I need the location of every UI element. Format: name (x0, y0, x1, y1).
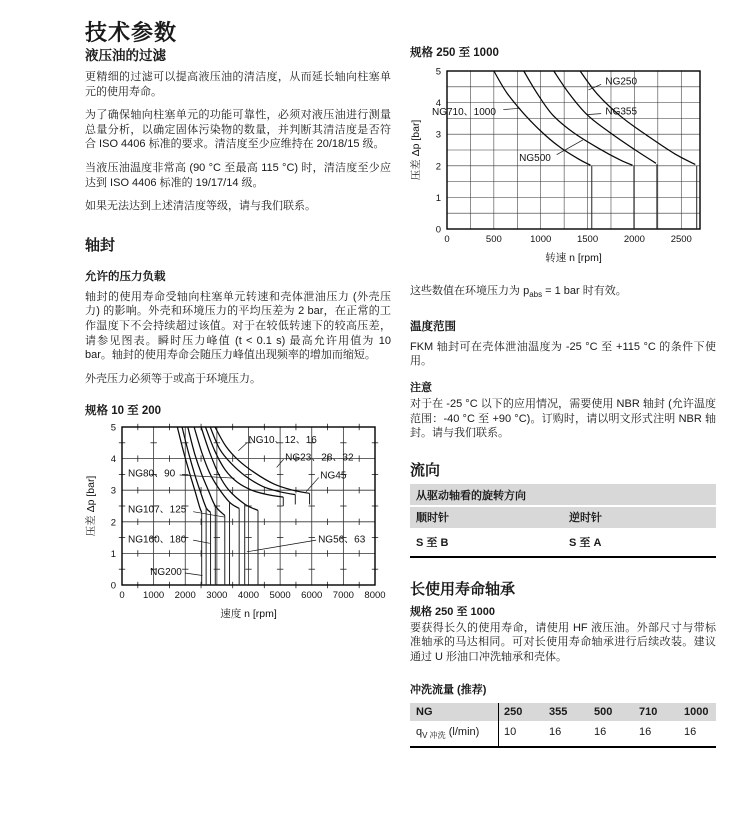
flush-value-355: 16 (549, 725, 562, 738)
section-heading-long-life-bearing: 长使用寿命轴承 (410, 580, 516, 598)
flow-table-header-counterclockwise: 逆时针 (569, 511, 602, 524)
svg-text:4: 4 (435, 98, 441, 110)
paragraph: 要获得长久的使用寿命，请使用 HF 液压油。外部尺寸与带标准轴承的马达相同。可对长使用寿命轴承进行后续改装。建议通过 U 形油口冲洗轴承和壳体。 (410, 621, 716, 663)
svg-text:0: 0 (110, 580, 116, 592)
svg-text:7000: 7000 (332, 590, 354, 602)
section-heading-temperature: 温度范围 (410, 320, 456, 333)
flush-value-500: 16 (594, 725, 607, 738)
pressure-symbol-subscript: abs (529, 290, 543, 300)
flush-flow-table (410, 703, 716, 748)
svg-text:6000: 6000 (301, 590, 323, 602)
svg-text:NG23、28、32: NG23、28、32 (285, 452, 354, 464)
flush-value-1000: 16 (684, 725, 697, 738)
left-column (85, 44, 391, 632)
section-heading-flow-direction: 流向 (410, 461, 441, 479)
paragraph: FKM 轴封可在壳体泄油温度为 -25 °C 至 +115 °C 的条件下使用。 (410, 340, 716, 368)
notice-paragraph: 对于在 -25 °C 以下的应用情况，需要使用 NBR 轴封 (允许温度范围：-40 °C 至 +90 °C)。订购时，请以明文形式注明 NBR 轴封。请与我们联系。 (410, 397, 716, 440)
bearing-subheading: 规格 250 至 1000 (410, 605, 495, 618)
flush-value-710: 16 (639, 725, 652, 738)
svg-text:2: 2 (435, 161, 441, 173)
svg-text:0: 0 (119, 590, 125, 602)
svg-text:压差 Δp [bar]: 压差 Δp [bar] (410, 119, 422, 181)
pressure-symbol: p (523, 285, 530, 297)
flow-direction-table (410, 484, 716, 558)
right-column (410, 44, 716, 748)
svg-text:500: 500 (485, 234, 502, 245)
svg-text:3000: 3000 (206, 590, 228, 602)
page-title: 技术参数 (85, 20, 178, 45)
flow-table-header-clockwise: 顺时针 (416, 511, 449, 524)
svg-text:NG56、63: NG56、63 (318, 534, 366, 546)
svg-text:速度 n [rpm]: 速度 n [rpm] (220, 608, 277, 621)
svg-text:2000: 2000 (623, 234, 645, 245)
svg-text:4: 4 (110, 454, 116, 466)
svg-text:1: 1 (435, 192, 441, 204)
svg-text:NG355: NG355 (605, 106, 638, 118)
svg-text:NG200: NG200 (150, 567, 182, 579)
chart-sizes-10-200 (85, 420, 391, 628)
validity-note (410, 284, 716, 303)
flush-header-500: 500 (594, 705, 613, 718)
chart-sizes-250-1000-svg (410, 64, 716, 274)
flush-header-710: 710 (639, 705, 658, 718)
subheading-pressure-load: 允许的压力负载 (85, 270, 166, 283)
flush-table-divider (498, 703, 499, 746)
svg-text:转速 n [rpm]: 转速 n [rpm] (545, 252, 602, 264)
svg-text:1000: 1000 (143, 590, 165, 602)
flush-header-ng: NG (416, 705, 433, 718)
svg-text:1500: 1500 (576, 234, 599, 245)
flow-table-caption: 从驱动轴看的旋转方向 (410, 484, 716, 505)
paragraph: 轴封的使用寿命受轴向柱塞单元转速和壳体泄油压力 (外壳压力) 的影响。外壳和环境压力的平均压差为 2 bar，在正常的工作温度下不会持续超过该值。对于在较低转速下的较高压差，请参见图表。瞬时压力峰值 (t < 0.1 s) 最高允许用值为 10 bar。轴封的使用寿命会随压力峰值出现频率的增加而缩短。 (85, 290, 391, 362)
flush-header-1000: 1000 (684, 705, 709, 718)
flow-table-value-counterclockwise: S 至 A (569, 536, 602, 549)
svg-text:2500: 2500 (670, 234, 692, 245)
svg-text:压差 Δp [bar]: 压差 Δp [bar] (85, 475, 97, 537)
paragraph: 如果无法达到上述清洁度等级，请与我们联系。 (85, 200, 316, 213)
validity-note-text: 这些数值在环境压力为 (410, 285, 524, 297)
svg-text:0: 0 (444, 234, 450, 245)
svg-text:0: 0 (435, 224, 441, 236)
svg-text:2: 2 (110, 517, 116, 529)
svg-text:1000: 1000 (530, 234, 552, 245)
chart-title-sizes-250-1000: 规格 250 至 1000 (410, 47, 499, 59)
svg-text:2000: 2000 (174, 590, 196, 602)
svg-text:NG160、180: NG160、180 (128, 534, 187, 546)
svg-text:8000: 8000 (364, 590, 386, 602)
flush-header-355: 355 (549, 705, 568, 718)
chart-title-sizes-10-200: 规格 10 至 200 (85, 405, 162, 418)
section-heading-shaft-seal: 轴封 (85, 236, 116, 254)
svg-text:NG710、1000: NG710、1000 (432, 106, 496, 118)
section-heading-filtration: 液压油的过滤 (85, 48, 166, 63)
svg-text:5000: 5000 (269, 590, 291, 602)
flush-row-label: $q_{V 冲洗}$ (l/min) (416, 725, 480, 740)
svg-text:5: 5 (435, 66, 441, 78)
flow-table-value-clockwise: S 至 B (416, 536, 449, 549)
validity-note-text-end: = 1 bar 时有效。 (542, 285, 627, 297)
notice-heading: 注意 (410, 381, 432, 394)
svg-text:1: 1 (110, 549, 116, 561)
paragraph: 为了确保轴向柱塞单元的功能可靠性，必须对液压油进行测量总量分析，以确定固体污染物的数量，并判断其清洁度是否符合 ISO 4406 标准的要求。清洁度至少应维持在 20/18/15 级。 (85, 109, 391, 151)
svg-text:NG45: NG45 (320, 470, 347, 482)
svg-text:NG80、90: NG80、90 (128, 468, 176, 480)
chart-sizes-250-1000 (410, 64, 716, 274)
svg-text:5: 5 (110, 422, 116, 434)
paragraph: 当液压油温度非常高 (90 °C 至最高 115 °C) 时，清洁度至少应达到 ISO 4406 标准的 19/17/14 级。 (85, 161, 391, 189)
svg-text:NG250: NG250 (605, 76, 638, 88)
svg-text:3: 3 (110, 486, 116, 498)
flush-value-250: 10 (504, 725, 517, 738)
svg-text:NG107、125: NG107、125 (128, 504, 187, 516)
svg-text:4000: 4000 (237, 590, 260, 602)
paragraph: 更精细的过滤可以提高液压油的清洁度，从而延长轴向柱塞单元的使用寿命。 (85, 71, 391, 98)
chart-sizes-10-200-svg (85, 420, 391, 628)
svg-text:NG500: NG500 (519, 152, 551, 164)
paragraph: 外壳压力必须等于或高于环境压力。 (85, 372, 261, 385)
flush-header-250: 250 (504, 705, 523, 718)
svg-text:NG10、12、16: NG10、12、16 (248, 435, 317, 447)
svg-text:3: 3 (435, 129, 441, 141)
flush-flow-heading: 冲洗流量 (推荐) (410, 683, 487, 696)
